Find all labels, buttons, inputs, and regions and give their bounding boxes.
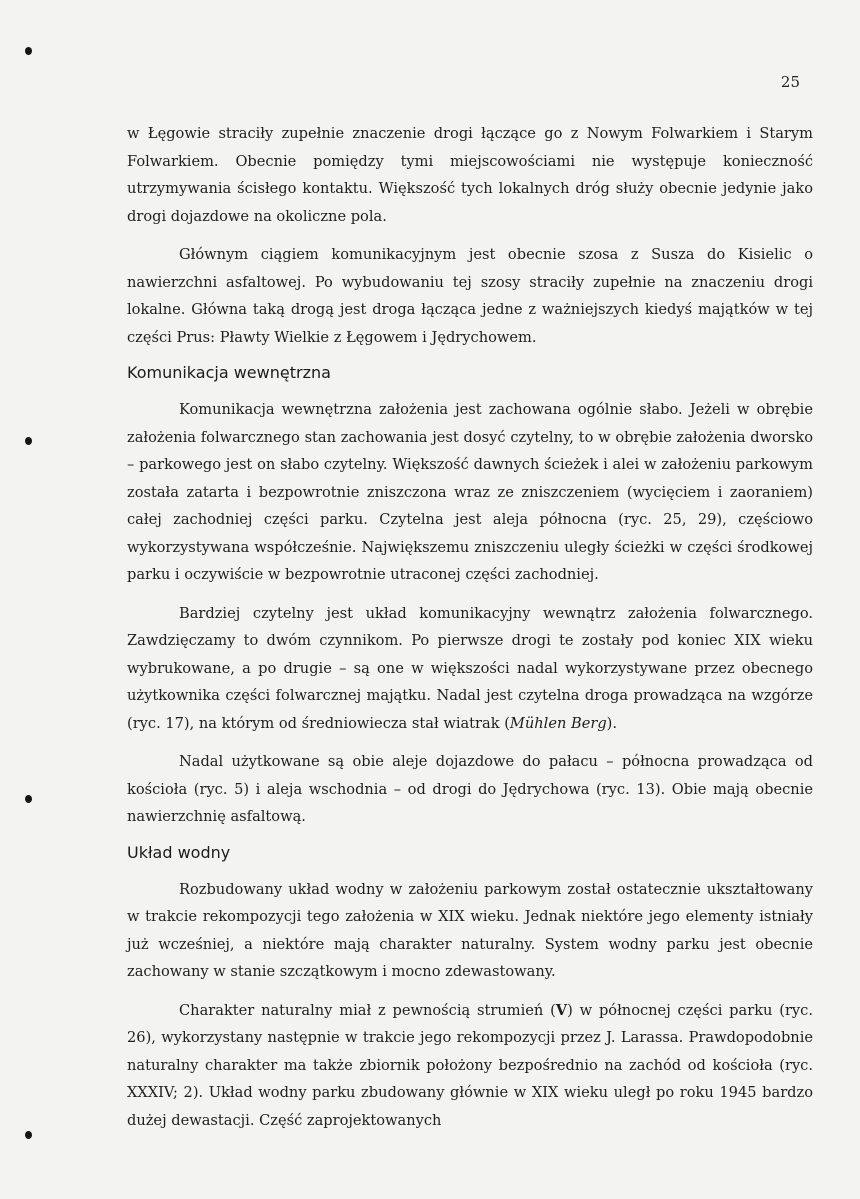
section-heading: Układ wodny	[127, 842, 231, 862]
page-number: 25	[780, 73, 800, 91]
paragraph-text: Bardziej czytelny jest układ komunikacyjny wewnątrz założenia folwarcznego. Zawdzięczamy to dwóm czynnikom. Po pierwsze drogi te zostały pod koniec XIX wieku wybrukowane, a po drugie – są one w większości nadal wykorzystywane przez obecnego użytkownika części folwarcznej majątku. Nadal jest czytelna droga prowadząca na wzgórze (ryc. 17), na którym od średniowiecza stał wiatrak (	[127, 604, 813, 732]
paragraph	[127, 600, 813, 738]
paragraph-text: ) w północnej części parku (ryc. 26), wykorzystany następnie w trakcie jego rekompozycji przez J. Larassa. Prawdopodobnie naturalny charakter ma także zbiornik położony bezpośrednio na zachód od kościoła (ryc. XXXIV; 2). Układ wodny parku zbudowany głównie w XIX wieku uległ po roku 1945 bardzo dużej dewastacji. Część zaprojektowanych	[127, 1001, 813, 1129]
paragraph-text: ).	[606, 714, 618, 732]
punch-hole-mark	[25, 437, 32, 445]
paragraph: w Łęgowie straciły zupełnie znaczenie drogi łączące go z Nowym Folwarkiem i Starym Folwarkiem. Obecnie pomiędzy tymi miejscowościami nie występuje konieczność utrzymywania ścisłego kontaktu. Większość tych lokalnych dróg służy obecnie jedynie jako drogi dojazdowe na okoliczne pola.	[127, 125, 813, 225]
paragraph: Rozbudowany układ wodny w założeniu parkowym został ostatecznie ukształtowany w trakcie rekompozycji tego założenia w XIX wieku. Jednak niektóre jego elementy istniały już wcześniej, a niektóre mają charakter naturalny. System wodny parku jest obecnie zachowany w stanie szczątkowym i mocno zdewastowany.	[127, 880, 813, 980]
paragraph: Głównym ciągiem komunikacyjnym jest obecnie szosa z Susza do Kisielic o nawierzchni asfaltowej. Po wybudowaniu tej szosy straciły zupełnie na znaczeniu drogi lokalne. Główna taką drogą jest droga łącząca jedne z ważniejszych kiedyś majątków w tej części Prus: Pławty Wielkie z Łęgowem i Jędrychowem.	[127, 246, 813, 346]
paragraph: Komunikacja wewnętrzna założenia jest zachowana ogólnie słabo. Jeżeli w obrębie założenia folwarcznego stan zachowania jest dosyć czytelny, to w obrębie założenia dworsko – parkowego jest on słabo czytelny. Większość dawnych ścieżek i alei w założeniu parkowym została zatarta i bezpowrotnie zniszczona wraz ze zniszczeniem (wycięciem i zaoraniem) całej zachodniej części parku. Czytelna jest aleja północna (ryc. 25, 29), częściowo wykorzystywana współcześnie. Największemu zniszczeniu uległy ścieżki w części środkowej parku i oczywiście w bezpowrotnie utraconej części zachodniej.	[127, 401, 813, 583]
paragraph	[127, 997, 813, 1135]
paragraph: Nadal użytkowane są obie aleje dojazdowe do pałacu – północna prowadząca od kościoła (ryc. 5) i aleja wschodnia – od drogi do Jędrychowa (ryc. 13). Obie mają obecnie nawierzchnię asfaltową.	[127, 753, 813, 825]
bold-marker: V	[555, 1001, 568, 1019]
italic-term: Mühlen Berg	[509, 714, 607, 732]
document-body	[127, 120, 813, 1145]
punch-hole-mark	[25, 47, 32, 55]
section-heading: Komunikacja wewnętrzna	[127, 363, 331, 382]
punch-hole-mark	[25, 795, 32, 803]
punch-hole-mark	[25, 1131, 32, 1139]
paragraph-text: Charakter naturalny miał z pewnością strumień (	[179, 1001, 556, 1019]
